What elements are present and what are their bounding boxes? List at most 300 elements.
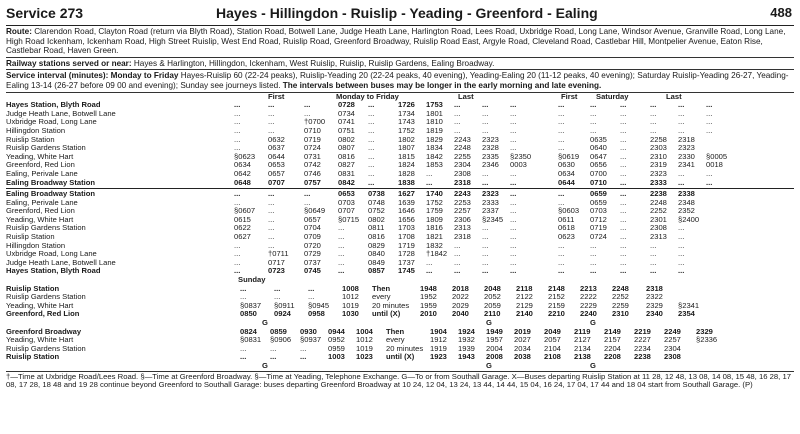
time-cell: ... xyxy=(268,223,275,233)
time-cell: ... xyxy=(706,117,713,127)
time-cell: ... xyxy=(678,108,685,118)
time-cell: §0715 xyxy=(338,214,360,224)
time-cell: 0640 xyxy=(590,143,607,153)
stop-label: Greenford, Red Lion xyxy=(6,206,75,216)
time-cell: ... xyxy=(620,168,627,178)
time-cell: 0724 xyxy=(590,232,607,242)
stop-label: Ruislip Gardens Station xyxy=(6,343,86,353)
time-cell: ... xyxy=(678,240,685,250)
time-cell: ... xyxy=(678,168,685,178)
time-cell: 1957 xyxy=(486,335,503,345)
time-cell: §2336 xyxy=(696,335,718,345)
time-cell: 2248 xyxy=(612,283,629,293)
time-cell: Then xyxy=(372,283,391,293)
time-cell: ... xyxy=(482,117,489,127)
time-cell: 0827 xyxy=(338,160,355,170)
time-cell: ... xyxy=(234,125,241,135)
time-cell: ... xyxy=(620,134,627,144)
time-cell: ... xyxy=(678,125,685,135)
time-cell: ... xyxy=(558,266,565,276)
time-cell: ... xyxy=(268,125,275,135)
time-cell: ... xyxy=(482,266,489,276)
time-cell: ... xyxy=(268,240,275,250)
time-cell: ... xyxy=(650,249,657,259)
time-cell: 2034 xyxy=(514,343,531,353)
time-cell: 1627 xyxy=(398,189,415,199)
time-cell: 1838 xyxy=(398,177,415,187)
time-cell: 1834 xyxy=(426,143,443,153)
time-cell: ... xyxy=(620,257,627,267)
time-cell: 0944 xyxy=(328,326,345,336)
time-cell: 2252 xyxy=(650,206,667,216)
time-cell: 1943 xyxy=(458,352,475,362)
time-cell: until (X) xyxy=(372,309,401,319)
time-cell: 2134 xyxy=(574,343,591,353)
time-cell: 2118 xyxy=(516,283,533,293)
time-cell: ... xyxy=(650,257,657,267)
time-cell: 2338 xyxy=(678,189,695,199)
time-cell: 1656 xyxy=(398,214,415,224)
stop-label: Hillingdon Station xyxy=(6,125,66,135)
footnote-text: †—Time at Uxbridge Road/Lees Road. §—Time at Greenford Broadway. §—Time at Yeading, Telephone Exchange. G—To or from Southall Garage. X—Buses departing Ruislip Station at 11 28, 12 48, 13 08, 14 08, 15 48, 16 28, 17 08, 17 28, 18 48 and 19 28 continue beyond Greenford to Southall Garage: buses departing Greenford Broadway at 10 24, 12 04, 13 24, 13 44, 14 44, 15 04, 16 24, 17 04, 17 44 and 18 04 start from Southall Garage. xyxy=(6,371,792,390)
time-cell: 0842 xyxy=(338,177,355,187)
time-cell: ... xyxy=(558,257,565,267)
time-cell: 2318 xyxy=(678,134,695,144)
time-cell: 2210 xyxy=(548,309,565,319)
time-cell: ... xyxy=(368,108,375,118)
time-cell: 1821 xyxy=(426,232,443,242)
time-cell: ... xyxy=(510,143,517,153)
footnote-tail: (P) xyxy=(742,380,753,390)
time-cell: ... xyxy=(234,266,241,276)
timetable-row xyxy=(6,267,794,276)
time-cell: 0632 xyxy=(268,134,285,144)
time-cell: ... xyxy=(620,108,627,118)
saturday-first-header: First xyxy=(561,91,578,101)
interval-tail: The intervals between buses may be longer in the early morning and late evening. xyxy=(282,80,602,90)
time-cell: ... xyxy=(268,197,275,207)
time-cell: 2322 xyxy=(646,292,663,302)
time-cell: 2323 xyxy=(678,143,695,153)
time-cell: 0729 xyxy=(304,249,321,259)
time-cell: 1824 xyxy=(398,160,415,170)
stop-label: Yeading, White Hart xyxy=(6,300,74,310)
time-cell: †1842 xyxy=(426,249,448,259)
time-cell: 2019 xyxy=(514,326,531,336)
time-cell: 1019 xyxy=(342,300,359,310)
time-cell: 1809 xyxy=(426,214,443,224)
time-cell: 2227 xyxy=(634,335,651,345)
time-cell: ... xyxy=(304,100,311,110)
time-cell: ... xyxy=(510,214,517,224)
time-cell: 1753 xyxy=(426,100,443,110)
time-cell: 1923 xyxy=(430,352,447,362)
sunday-header-row xyxy=(6,276,794,285)
time-cell: 1734 xyxy=(398,108,415,118)
time-cell: ... xyxy=(678,117,685,127)
time-cell: 2308 xyxy=(664,352,681,362)
time-cell: ... xyxy=(706,125,713,135)
time-cell: 2333 xyxy=(650,177,667,187)
first-header: First xyxy=(268,91,285,101)
time-cell: 2052 xyxy=(484,292,501,302)
time-cell: 0659 xyxy=(590,197,607,207)
time-cell: 0751 xyxy=(338,125,355,135)
time-cell: ... xyxy=(268,100,275,110)
time-cell: 1924 xyxy=(458,326,475,336)
time-cell: ... xyxy=(268,108,275,118)
time-cell: 2243 xyxy=(454,189,471,199)
time-cell: 2308 xyxy=(454,168,471,178)
time-cell: ... xyxy=(234,197,241,207)
stop-label: Yeading, White Hart xyxy=(6,335,74,345)
time-cell: ... xyxy=(510,197,517,207)
time-cell: ... xyxy=(454,257,461,267)
time-cell: ... xyxy=(620,232,627,242)
time-cell: 2304 xyxy=(454,160,471,170)
stop-label: Judge Heath Lane, Botwell Lane xyxy=(6,257,116,267)
time-cell: 1815 xyxy=(398,151,415,161)
stop-label: Yeading, White Hart xyxy=(6,214,74,224)
time-cell: ... xyxy=(268,117,275,127)
time-cell: ... xyxy=(510,240,517,250)
time-cell: †0711 xyxy=(268,249,289,259)
time-cell: 1639 xyxy=(398,197,415,207)
time-cell: 1829 xyxy=(426,134,443,144)
time-cell: 1802 xyxy=(398,134,415,144)
time-cell: 2310 xyxy=(612,309,629,319)
time-cell: 2346 xyxy=(482,160,499,170)
time-cell: ... xyxy=(240,292,247,302)
time-cell: ... xyxy=(678,266,685,276)
last-header: Last xyxy=(458,91,474,101)
time-cell: 0720 xyxy=(304,240,321,250)
time-cell: ... xyxy=(510,266,517,276)
time-cell: §0937 xyxy=(300,335,322,345)
time-cell: §2350 xyxy=(510,151,532,161)
time-cell: 0746 xyxy=(304,168,321,178)
time-cell: 2313 xyxy=(650,232,667,242)
time-cell: ... xyxy=(620,160,627,170)
time-cell: ... xyxy=(558,134,565,144)
time-cell: §0603 xyxy=(558,206,580,216)
time-cell: ... xyxy=(558,143,565,153)
stop-label: Yeading, White Hart xyxy=(6,151,74,161)
time-cell: 0959 xyxy=(328,343,345,353)
monday-friday-header: Monday to Friday xyxy=(336,91,399,101)
time-cell: ... xyxy=(558,240,565,250)
time-cell: 20 minutes xyxy=(372,300,410,310)
time-cell: ... xyxy=(510,189,517,199)
time-cell: ... xyxy=(650,125,657,135)
time-cell: ... xyxy=(590,117,597,127)
time-cell: 2108 xyxy=(544,352,561,362)
garage-marks-row xyxy=(6,362,794,371)
time-cell: §0945 xyxy=(308,300,330,310)
time-cell: 2057 xyxy=(544,335,561,345)
stop-label: Hillingdon Station xyxy=(6,240,66,250)
time-cell: 0849 xyxy=(368,257,385,267)
time-cell: §0837 xyxy=(240,300,262,310)
time-cell: 1743 xyxy=(398,117,415,127)
time-cell: 1801 xyxy=(426,108,443,118)
time-cell: ... xyxy=(620,151,627,161)
time-cell: 0816 xyxy=(368,232,385,242)
time-cell: 1719 xyxy=(398,240,415,250)
time-cell: 1810 xyxy=(426,117,443,127)
time-cell: 0709 xyxy=(304,232,321,242)
time-cell: ... xyxy=(482,108,489,118)
time-cell: 0717 xyxy=(268,257,285,267)
time-cell: 1003 xyxy=(328,352,345,362)
time-cell: 2258 xyxy=(650,134,667,144)
time-cell: ... xyxy=(590,249,597,259)
time-cell: ... xyxy=(678,257,685,267)
time-cell: 1008 xyxy=(342,283,359,293)
stop-label: Greenford Broadway xyxy=(6,326,82,336)
time-cell: 1816 xyxy=(426,223,443,233)
time-cell: 2059 xyxy=(484,300,501,310)
time-cell: 2022 xyxy=(452,292,469,302)
time-cell: 0719 xyxy=(304,134,321,144)
time-cell: 2323 xyxy=(482,134,499,144)
interval-text: Hayes-Ruislip 60 (22-24 peaks), Ruislip-Yeading 20 (22-24 peaks, 40 evening), Yeading-Ealing 20 (11-12 peaks, 40 evening); Saturday Ruislip-Yeading 26-27, Yeading-Ealing 13-14 (26-27 before 09 00 and evening); Sunday see journeys listed. xyxy=(6,71,789,90)
time-cell: ... xyxy=(482,125,489,135)
time-cell: 0647 xyxy=(590,151,607,161)
stop-label: Greenford, Red Lion xyxy=(6,160,75,170)
time-cell: 2248 xyxy=(454,143,471,153)
time-cell: 1646 xyxy=(398,206,415,216)
time-cell: 2354 xyxy=(678,309,695,319)
time-cell: ... xyxy=(620,125,627,135)
time-cell: 2138 xyxy=(574,352,591,362)
saturday-header: Saturday xyxy=(596,91,629,101)
time-cell: 2048 xyxy=(484,283,501,293)
time-cell: 2010 xyxy=(420,309,437,319)
time-cell: ... xyxy=(368,160,375,170)
time-cell: 0707 xyxy=(268,177,285,187)
time-cell: ... xyxy=(454,125,461,135)
garage-mark: G xyxy=(262,318,268,327)
time-cell: 0700 xyxy=(590,168,607,178)
time-cell: ... xyxy=(240,352,247,362)
time-cell: ... xyxy=(620,197,627,207)
time-cell: 0741 xyxy=(338,117,355,127)
stop-label: Ealing Broadway Station xyxy=(6,189,96,199)
railway-stations xyxy=(6,58,794,71)
timetable-row xyxy=(6,353,794,362)
garage-mark: G xyxy=(590,360,596,370)
time-cell: 0930 xyxy=(300,326,317,336)
time-cell: ... xyxy=(274,283,281,293)
time-cell: ... xyxy=(454,266,461,276)
time-cell: 0627 xyxy=(234,232,251,242)
time-cell: ... xyxy=(234,240,241,250)
time-cell: 0648 xyxy=(234,177,251,187)
time-cell: ... xyxy=(338,240,345,250)
time-cell: ... xyxy=(268,206,275,216)
time-cell: 2318 xyxy=(454,177,471,187)
time-cell: †0700 xyxy=(304,117,326,127)
time-cell: ... xyxy=(234,117,241,127)
time-cell: ... xyxy=(620,214,627,224)
time-cell: 2018 xyxy=(452,283,469,293)
stop-label: Ruislip Station xyxy=(6,283,60,293)
time-cell: 0637 xyxy=(268,143,285,153)
time-cell: ... xyxy=(482,100,489,110)
sunday-header: Sunday xyxy=(238,275,266,285)
interval-label: Service interval (minutes): Monday to Friday xyxy=(6,71,179,81)
time-cell: ... xyxy=(558,125,565,135)
time-cell: ... xyxy=(234,100,241,110)
time-cell: 2110 xyxy=(484,309,501,319)
time-cell: §2400 xyxy=(678,214,700,224)
time-cell: ... xyxy=(368,168,375,178)
time-cell: 1828 xyxy=(398,168,415,178)
stop-label: Hayes Station, Blyth Road xyxy=(6,100,101,110)
time-cell: 1948 xyxy=(420,283,437,293)
time-cell: ... xyxy=(650,240,657,250)
time-cell: ... xyxy=(234,189,241,199)
time-cell: 1752 xyxy=(398,125,415,135)
page-number: 488 xyxy=(770,5,792,20)
time-cell: ... xyxy=(338,266,345,276)
time-cell: 0644 xyxy=(268,151,285,161)
time-cell: 0723 xyxy=(268,266,285,276)
time-cell: ... xyxy=(234,249,241,259)
service-interval xyxy=(6,70,794,92)
time-cell: ... xyxy=(510,177,517,187)
time-cell: 0952 xyxy=(328,335,345,345)
time-cell: ... xyxy=(268,232,275,242)
time-cell: 2222 xyxy=(580,292,597,302)
time-cell: 1832 xyxy=(426,240,443,250)
time-cell: ... xyxy=(510,232,517,242)
stop-label: Ealing, Perivale Lane xyxy=(6,168,78,178)
time-cell: §0831 xyxy=(240,335,262,345)
time-cell: 0924 xyxy=(274,309,291,319)
time-cell: 2238 xyxy=(650,189,667,199)
time-cell: ... xyxy=(338,232,345,242)
time-cell: ... xyxy=(620,143,627,153)
time-cell: ... xyxy=(426,168,433,178)
time-cell: 2122 xyxy=(516,292,533,302)
time-cell: ... xyxy=(274,292,281,302)
time-cell: 2119 xyxy=(574,326,591,336)
stop-label: Hayes Station, Blyth Road xyxy=(6,266,101,276)
time-cell: ... xyxy=(338,249,345,259)
time-cell: 1904 xyxy=(430,326,447,336)
time-cell: 0850 xyxy=(240,309,257,319)
time-cell: ... xyxy=(482,223,489,233)
time-cell: 2149 xyxy=(604,326,621,336)
garage-mark: G xyxy=(590,318,596,327)
time-cell: ... xyxy=(482,168,489,178)
time-cell: ... xyxy=(482,240,489,250)
time-cell: 0811 xyxy=(368,223,385,233)
timetable-row xyxy=(6,179,794,188)
time-cell: 0635 xyxy=(590,134,607,144)
time-cell: ... xyxy=(510,257,517,267)
time-cell: 0742 xyxy=(304,160,321,170)
time-cell: 0710 xyxy=(304,125,321,135)
railway-label: Railway stations served or near: xyxy=(6,58,132,68)
time-cell: 0644 xyxy=(558,177,575,187)
time-cell: 0802 xyxy=(368,214,385,224)
time-cell: 1807 xyxy=(398,143,415,153)
time-cell: 2248 xyxy=(650,197,667,207)
time-cell: ... xyxy=(590,240,597,250)
time-cell: ... xyxy=(304,189,311,199)
stop-label: Ealing Broadway Station xyxy=(6,177,96,187)
time-cell: ... xyxy=(590,108,597,118)
time-cell: ... xyxy=(620,223,627,233)
time-cell: 0719 xyxy=(590,223,607,233)
garage-mark: G xyxy=(486,360,492,370)
time-cell: ... xyxy=(558,117,565,127)
time-cell: 0018 xyxy=(706,160,723,170)
time-cell: 1939 xyxy=(458,343,475,353)
time-cell: ... xyxy=(678,232,685,242)
time-cell: 0703 xyxy=(590,206,607,216)
time-cell: §0649 xyxy=(304,206,326,216)
time-cell: ... xyxy=(268,214,275,224)
time-cell: ... xyxy=(234,257,241,267)
time-cell: 2219 xyxy=(634,326,651,336)
time-cell: 0831 xyxy=(338,168,355,178)
time-cell: 2318 xyxy=(646,283,663,293)
section-sunday-inbound xyxy=(6,328,794,362)
saturday-last-header: Last xyxy=(666,91,682,101)
time-cell: 1004 xyxy=(356,326,373,336)
time-cell: ... xyxy=(706,100,713,110)
time-cell: ... xyxy=(426,257,433,267)
time-cell: 0728 xyxy=(338,100,355,110)
time-cell: 1912 xyxy=(430,335,447,345)
time-cell: 2257 xyxy=(454,206,471,216)
time-cell: 1853 xyxy=(426,160,443,170)
time-cell: 2341 xyxy=(678,160,695,170)
time-cell: 0748 xyxy=(368,197,385,207)
time-cell: 2152 xyxy=(548,292,565,302)
time-cell: Then xyxy=(386,326,405,336)
time-cell: 0738 xyxy=(368,189,385,199)
time-cell: 2323 xyxy=(482,189,499,199)
time-cell: 0757 xyxy=(304,177,321,187)
time-cell: 1019 xyxy=(356,343,373,353)
time-cell: ... xyxy=(510,206,517,216)
time-cell: 2234 xyxy=(634,343,651,353)
time-cell: 1752 xyxy=(426,197,443,207)
time-cell: 0752 xyxy=(368,206,385,216)
time-cell: ... xyxy=(558,189,565,199)
time-cell: ... xyxy=(482,249,489,259)
time-cell: ... xyxy=(368,177,375,187)
time-cell: 2008 xyxy=(486,352,503,362)
time-cell: 0656 xyxy=(590,160,607,170)
time-cell: until (X) xyxy=(386,352,415,362)
time-cell: 2318 xyxy=(454,232,471,242)
time-cell: 2306 xyxy=(454,214,471,224)
timetable-row xyxy=(6,302,794,311)
time-cell: §0906 xyxy=(270,335,292,345)
time-cell: ... xyxy=(706,108,713,118)
time-cell: 2313 xyxy=(454,223,471,233)
time-cell: 0829 xyxy=(368,240,385,250)
garage-mark: G xyxy=(262,360,268,370)
time-cell: 2340 xyxy=(646,309,663,319)
stop-label: Ruislip Station xyxy=(6,352,60,362)
